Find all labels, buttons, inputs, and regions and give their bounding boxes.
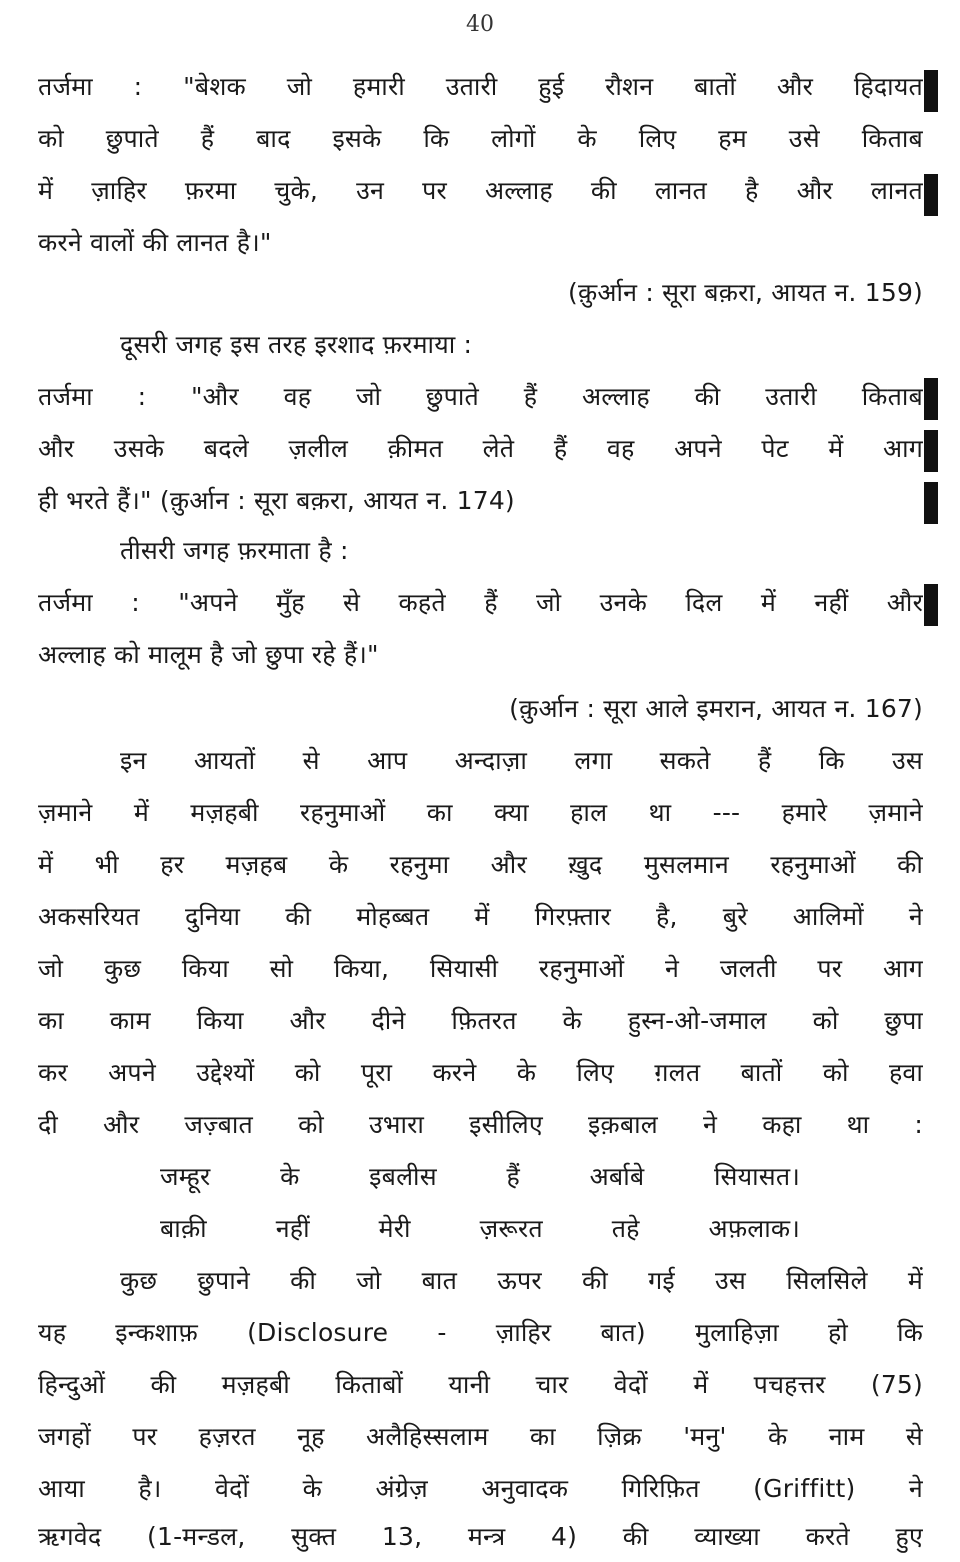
scan-edge-mark: [924, 378, 938, 420]
paragraph-line: आया है। वेदों के अंग्रेज़ अनुवादक गिरिफ़ित (Griffitt) ने: [38, 1474, 923, 1503]
text-line: तीसरी जगह फ़रमाता है :: [120, 536, 349, 565]
text-line: दूसरी जगह इस तरह इरशाद फ़रमाया :: [120, 330, 473, 359]
scan-edge-mark: [924, 174, 938, 216]
quran-citation: (क़ुर्आन : सूरा बक़रा, आयत न. 159): [568, 278, 923, 307]
paragraph-line: का काम किया और दीने फ़ितरत के हुस्न-ओ-जमाल को छुपा: [38, 1006, 923, 1035]
paragraph-line: ऋगवेद (1-मन्डल, सुक्त 13, मन्त्र 4) की व्याख्या करते हुए: [38, 1522, 923, 1551]
text-line: करने वालों की लानत है।": [38, 228, 272, 257]
scan-edge-mark: [924, 70, 938, 112]
paragraph-line: कर अपने उद्देश्यों को पूरा करने के लिए ग़लत बातों को हवा: [38, 1058, 923, 1087]
scan-edge-mark: [924, 584, 938, 626]
text-line: और उसके बदले ज़लील क़ीमत लेते हैं वह अपने पेट में आग: [38, 434, 923, 463]
scan-edge-mark: [924, 430, 938, 472]
paragraph-line: ज़माने में मज़हबी रहनुमाओं का क्या हाल था --- हमारे ज़माने: [38, 798, 923, 827]
text-line: तर्जमा : "बेशक जो हमारी उतारी हुई रौशन बातों और हिदायत: [38, 72, 923, 101]
text-line-with-citation: ही भरते हैं।" (क़ुर्आन : सूरा बक़रा, आयत न. 174): [38, 486, 515, 515]
paragraph-line: कुछ छुपाने की जो बात ऊपर की गई उस सिलसिले में: [120, 1266, 923, 1295]
paragraph-line: में भी हर मज़हब के रहनुमा और ख़ुद मुसलमान रहनुमाओं की: [38, 850, 923, 879]
text-line: को छुपाते हैं बाद इसके कि लोगों के लिए हम उसे किताब: [38, 124, 923, 153]
paragraph-line: दी और जज़्बात को उभारा इसीलिए इक़बाल ने कहा था :: [38, 1110, 923, 1139]
paragraph-line: जगहों पर हज़रत नूह अलैहिस्सलाम का ज़िक्र 'मनु' के नाम से: [38, 1422, 923, 1451]
paragraph-line: यह इन्कशाफ़ (Disclosure - ज़ाहिर बात) मुलाहिज़ा हो कि: [38, 1318, 923, 1347]
scan-edge-mark: [924, 482, 938, 524]
text-line: अल्लाह को मालूम है जो छुपा रहे हैं।": [38, 640, 379, 669]
paragraph-line: जो कुछ किया सो किया, सियासी रहनुमाओं ने जलती पर आग: [38, 954, 923, 983]
page-number: 40: [466, 12, 494, 37]
couplet-line: बाक़ी नहीं मेरी ज़रूरत तहे अफ़लाक।: [160, 1214, 800, 1243]
text-line: में ज़ाहिर फ़रमा चुके, उन पर अल्लाह की लानत है और लानत: [38, 176, 923, 205]
quran-citation: (क़ुर्आन : सूरा आले इमरान, आयत न. 167): [509, 694, 923, 723]
text-line: तर्जमा : "और वह जो छुपाते हैं अल्लाह की उतारी किताब: [38, 382, 923, 411]
paragraph-line: अकसरियत दुनिया की मोहब्बत में गिरफ़्तार है, बुरे आलिमों ने: [38, 902, 923, 931]
paragraph-line: इन आयतों से आप अन्दाज़ा लगा सकते हैं कि उस: [120, 746, 923, 775]
text-line: तर्जमा : "अपने मुँह से कहते हैं जो उनके दिल में नहीं और: [38, 588, 923, 617]
paragraph-line: हिन्दुओं की मज़हबी किताबों यानी चार वेदों में पचहत्तर (75): [38, 1370, 923, 1399]
couplet-line: जम्हूर के इबलीस हैं अर्बाबे सियासत।: [160, 1162, 800, 1191]
